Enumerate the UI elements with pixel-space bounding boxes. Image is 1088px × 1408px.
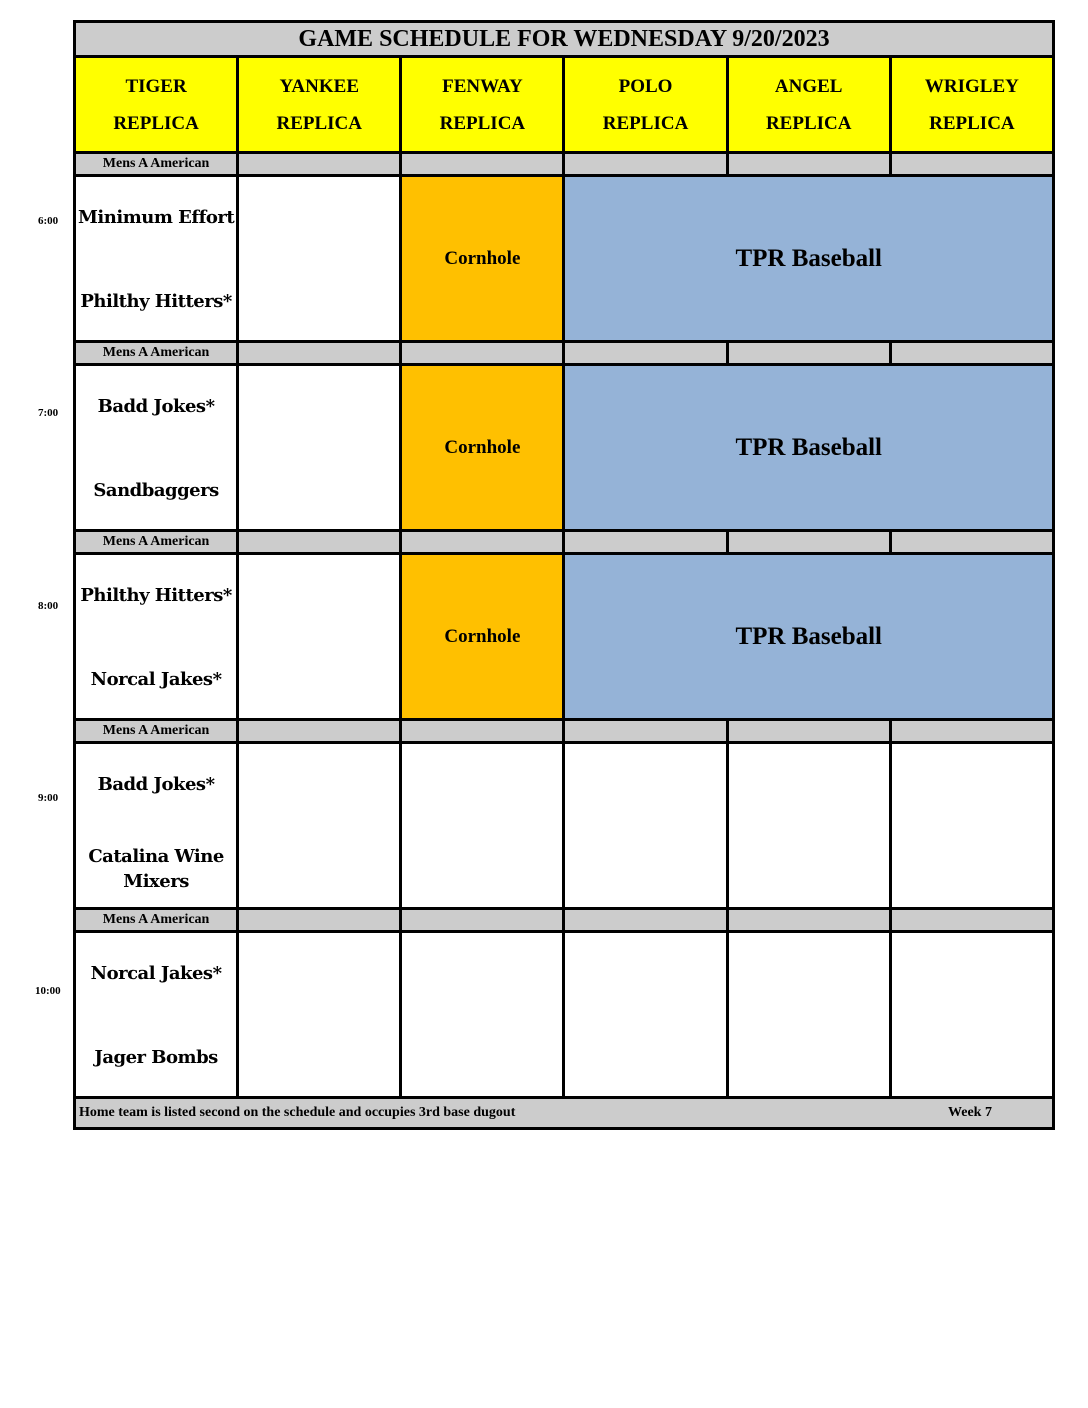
matchup — [76, 177, 236, 340]
cornhole-block: Cornhole — [401, 365, 564, 531]
division-label: Mens A American — [75, 909, 238, 932]
tpr-baseball-block: TPR Baseball — [564, 176, 1054, 342]
matchup — [76, 555, 236, 718]
game-cell-angel — [727, 743, 890, 909]
schedule-table — [73, 20, 1055, 1130]
field-sub: REPLICA — [765, 112, 852, 134]
game-cell-fenway — [401, 932, 564, 1098]
schedule-title: GAME SCHEDULE FOR WEDNESDAY 9/20/2023 — [75, 22, 1054, 57]
game-cell-yankee — [238, 554, 401, 720]
field-sub: REPLICA — [276, 112, 362, 134]
field-name: ANGEL — [774, 75, 843, 97]
game-row — [75, 743, 1054, 909]
division-label: Mens A American — [75, 153, 238, 176]
away-team: Philthy Hitters* — [80, 585, 232, 606]
game-cell-yankee — [238, 365, 401, 531]
home-team: Catalina Wine Mixers — [88, 846, 224, 892]
field-name: FENWAY — [442, 75, 523, 97]
time-column — [0, 0, 74, 1160]
tpr-baseball-block: TPR Baseball — [564, 554, 1054, 720]
field-sub: REPLICA — [929, 112, 1015, 134]
field-header-tiger — [75, 57, 238, 153]
division-row — [75, 531, 1054, 554]
time-label: 9:00 — [38, 792, 59, 804]
division-row — [75, 720, 1054, 743]
footer-row — [75, 1098, 1054, 1129]
field-name: WRIGLEY — [924, 75, 1019, 97]
division-label: Mens A American — [75, 342, 238, 365]
game-cell-tiger — [75, 554, 238, 720]
time-label: 7:00 — [38, 407, 59, 419]
game-cell-tiger — [75, 176, 238, 342]
away-team: Norcal Jakes* — [90, 963, 222, 984]
field-sub: REPLICA — [439, 112, 526, 134]
game-cell-yankee — [238, 176, 401, 342]
field-name: TIGER — [125, 75, 187, 97]
game-cell-angel — [727, 932, 890, 1098]
game-cell-polo — [564, 932, 727, 1098]
field-header-wrigley — [890, 57, 1053, 153]
matchup — [76, 366, 236, 529]
game-cell-tiger — [75, 743, 238, 909]
tpr-baseball-block: TPR Baseball — [564, 365, 1054, 531]
game-cell-wrigley — [890, 932, 1053, 1098]
cornhole-block: Cornhole — [401, 554, 564, 720]
game-row — [75, 365, 1054, 531]
time-label: 8:00 — [38, 600, 59, 612]
game-row — [75, 932, 1054, 1098]
field-sub: REPLICA — [113, 112, 199, 134]
home-team: Norcal Jakes* — [90, 669, 222, 690]
field-name: POLO — [618, 75, 673, 97]
cornhole-block: Cornhole — [401, 176, 564, 342]
field-header-row — [75, 57, 1054, 153]
game-row — [75, 176, 1054, 342]
matchup — [76, 744, 236, 907]
home-team: Philthy Hitters* — [80, 291, 232, 312]
week-label: Week 7 — [948, 1105, 992, 1120]
time-label: 6:00 — [38, 215, 59, 227]
time-label: 10:00 — [35, 985, 61, 997]
away-team: Badd Jokes* — [97, 774, 215, 795]
field-sub: REPLICA — [602, 112, 689, 134]
game-cell-tiger — [75, 932, 238, 1098]
matchup — [76, 933, 236, 1096]
game-cell-wrigley — [890, 743, 1053, 909]
field-name: YANKEE — [279, 75, 359, 97]
away-team: Badd Jokes* — [97, 396, 215, 417]
away-team: Minimum Effort — [78, 207, 235, 228]
field-header-fenway — [401, 57, 564, 153]
field-header-polo — [564, 57, 727, 153]
division-label: Mens A American — [75, 720, 238, 743]
division-label: Mens A American — [75, 531, 238, 554]
field-header-yankee — [238, 57, 401, 153]
game-cell-fenway — [401, 743, 564, 909]
home-team: Jager Bombs — [94, 1047, 218, 1068]
game-cell-yankee — [238, 743, 401, 909]
division-row — [75, 909, 1054, 932]
field-header-angel — [727, 57, 890, 153]
game-cell-tiger — [75, 365, 238, 531]
game-cell-yankee — [238, 932, 401, 1098]
game-cell-polo — [564, 743, 727, 909]
footer-note: Home team is listed second on the schedule and occupies 3rd base dugout — [79, 1105, 516, 1120]
game-row — [75, 554, 1054, 720]
home-team: Sandbaggers — [93, 480, 219, 501]
division-row — [75, 342, 1054, 365]
division-row — [75, 153, 1054, 176]
